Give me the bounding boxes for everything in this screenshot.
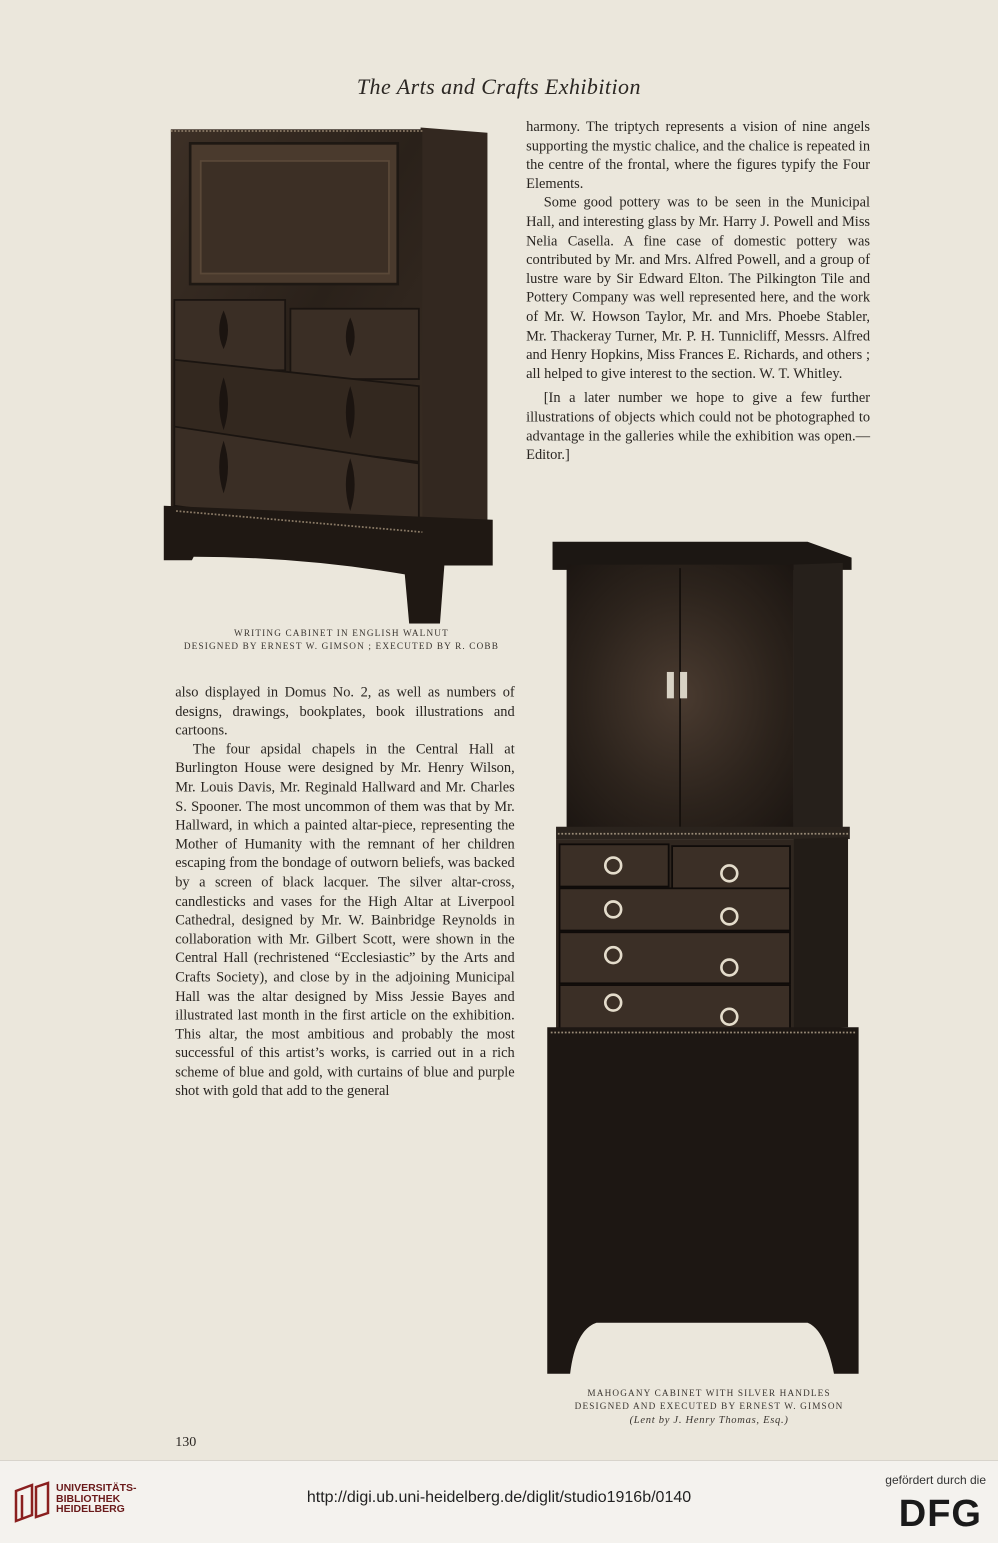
paragraph: The four apsidal chapels in the Central Hall at Burlington House were designed by Mr. Henry Wilson, Mr. Louis Davis, Mr. Reginald Hallward and Mr. Charles S. Spooner. The most uncommon of them was that by Mr. Hallward, in which a painted altar-piece, representing the Mother of Humanity with the remnant of her children escaping from the bondage of outworn beliefs, was backed by a screen of black lacquer. The silver altar-cross, candlesticks and vases for the High Altar at Liverpool Cathedral, designed by Mr. W. Bainbridge Reynolds in collaboration with Mr. Gilbert Scott, were shown in the Central Hall (rechristened “Ecclesiastic” by the Arts and Crafts Society), and close by in the adjoining Municipal Hall was the altar designed by Miss Jessie Bayes and illustrated last month in the first article on the exhibition. This altar, the most ambitious and probably the most successful of this artist’s works, is carried out in a rich scheme of blue and gold, with curtains of blue and purple shot with gold that add to the general xyxy=(175,740,515,1099)
library-line3: HEIDELBERG xyxy=(56,1503,125,1515)
figure1-caption xyxy=(135,627,548,653)
paragraph: Some good pottery was to be seen in the Municipal Hall, and interesting glass by Mr. Harry J. Powell and Miss Nelia Casella. A fine case of domestic pottery was contributed by Mr. and Mrs. Alfred Powell, and a group of lustre ware by Sir Edward Elton. The Pilkington Tile and Pottery Company was well represented here, and the work of Mr. W. Howson Taylor, Mr. and Mrs. Phoebe Stabler, Mr. Thackeray Turner, Mr. P. H. Tunnicliff, Messrs. Alfred and Henry Hopkins, Miss Frances E. Richards, and others ; all helped to give interest to the section. W. T. Whitley. xyxy=(526,193,871,382)
mahogany-cabinet-photo xyxy=(544,538,862,1384)
figure1-caption-line1: WRITING CABINET IN ENGLISH WALNUT xyxy=(234,628,449,639)
viewer-footer xyxy=(0,1460,998,1543)
figure2-caption-lender: (Lent by J. Henry Thomas, Esq.) xyxy=(629,1413,789,1426)
paragraph: harmony. The triptych represents a vision of nine angels supporting the mystic chalice, and the chalice is repeated in the centre of the frontal, where the figures typify the Four Elements. xyxy=(526,117,871,192)
left-column-text xyxy=(175,683,514,1101)
paragraph: also displayed in Domus No. 2, as well as numbers of designs, drawings, bookplates, book illustrations and cartoons. xyxy=(175,683,515,739)
writing-cabinet-photo xyxy=(159,126,495,624)
permalink-url[interactable]: http://digi.ub.uni-heidelberg.de/diglit/studio1916b/0140 xyxy=(306,1489,692,1506)
funding-note: gefördert durch die xyxy=(885,1473,986,1487)
figure2-caption-line2: DESIGNED AND EXECUTED BY ERNEST W. GIMSON xyxy=(574,1401,844,1412)
paragraph: [In a later number we hope to give a few further illustrations of objects which could not be photographed to advantage in the galleries while the exhibition was open.—Editor.] xyxy=(526,389,871,463)
page-header-title: The Arts and Crafts Exhibition xyxy=(356,75,641,100)
library-line2: BIBLIOTHEK xyxy=(56,1492,121,1505)
library-line1: UNIVERSITÄTS- xyxy=(56,1482,137,1494)
page-number: 130 xyxy=(175,1434,197,1450)
figure2-caption xyxy=(542,1387,876,1427)
figure2-caption-line1: MAHOGANY CABINET WITH SILVER HANDLES xyxy=(587,1388,831,1399)
dfg-logo: DFG xyxy=(898,1493,982,1535)
figure1-caption-line2: DESIGNED BY ERNEST W. GIMSON ; EXECUTED BY R. COBB xyxy=(183,642,500,652)
right-column-text xyxy=(526,117,870,464)
